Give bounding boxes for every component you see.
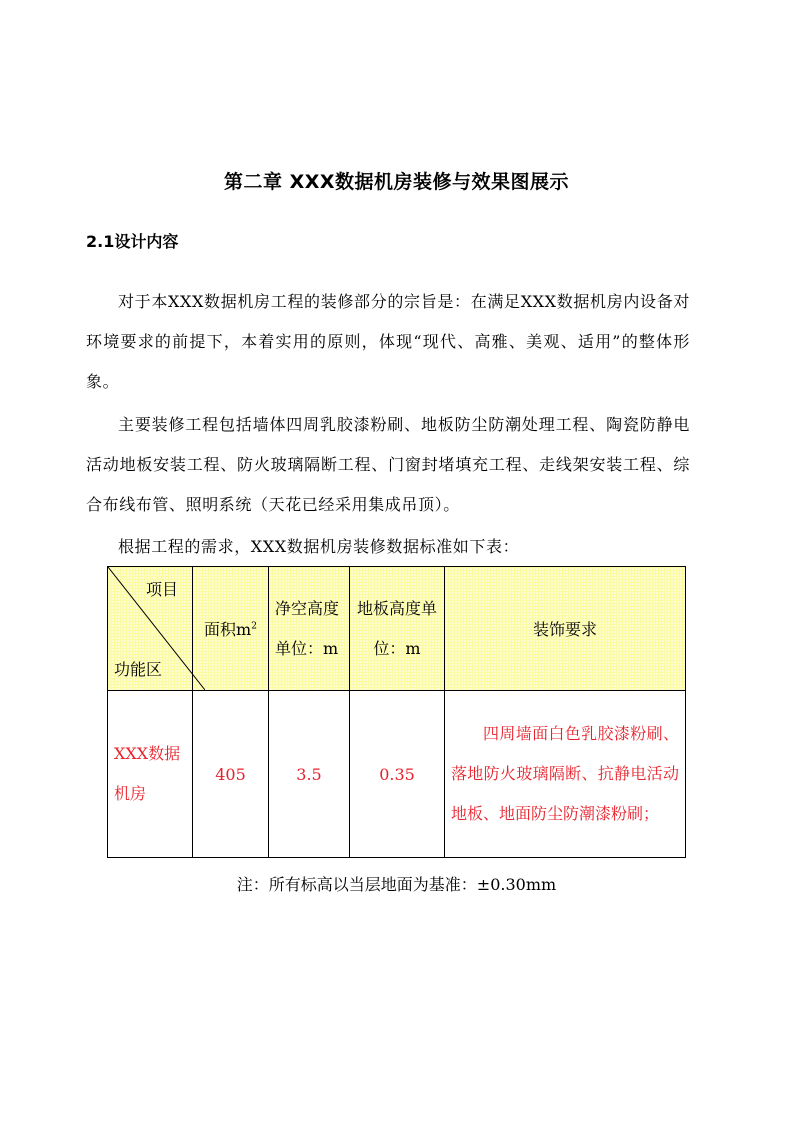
- cell-area: 405: [193, 691, 269, 858]
- table-header-row: [108, 567, 686, 691]
- header-area-sup: 2: [251, 621, 257, 632]
- header-item-label: 项目: [145, 580, 178, 599]
- diagonal-header-cell: [108, 567, 193, 691]
- paragraph-scope: 主要装修工程包括墙体四周乳胶漆粉刷、地板防尘防潮处理工程、陶瓷防静电活动地板安装工程、防火玻璃隔断工程、门窗封堵填充工程、走线架安装工程、综合布线布管、照明系统（天花已经采用集成吊顶）。: [86, 415, 690, 514]
- header-decoration: 装饰要求: [445, 567, 686, 691]
- decoration-standards-table: [107, 566, 686, 858]
- cell-zone: XXX数据机房: [108, 691, 193, 858]
- header-clear-height: 净空高度单位：m: [269, 567, 350, 691]
- table-row: [108, 691, 686, 858]
- header-floor-height: 地板高度单位：m: [350, 567, 445, 691]
- cell-decoration: 四周墙面白色乳胶漆粉刷、落地防火玻璃隔断、抗静电活动地板、地面防尘防潮漆粉刷；: [445, 691, 686, 858]
- table-note: 注：所有标高以当层地面为基准：±0.30mm: [236, 875, 557, 894]
- paragraph-table-intro: 根据工程的需求，XXX数据机房装修数据标准如下表：: [118, 537, 520, 556]
- cell-floor-height: 0.35: [350, 691, 445, 858]
- cell-clear-height: 3.5: [269, 691, 350, 858]
- chapter-title: 第二章 XXX数据机房装修与效果图展示: [223, 171, 570, 193]
- section-title: 2.1设计内容: [86, 232, 179, 251]
- header-area-label: 面积m: [204, 620, 252, 639]
- paragraph-purpose: 对于本XXX数据机房工程的装修部分的宗旨是：在满足XXX数据机房内设备对环境要求的前提下，本着实用的原则，体现“现代、高雅、美观、适用”的整体形象。: [86, 292, 690, 391]
- header-zone-label: 功能区: [114, 660, 163, 679]
